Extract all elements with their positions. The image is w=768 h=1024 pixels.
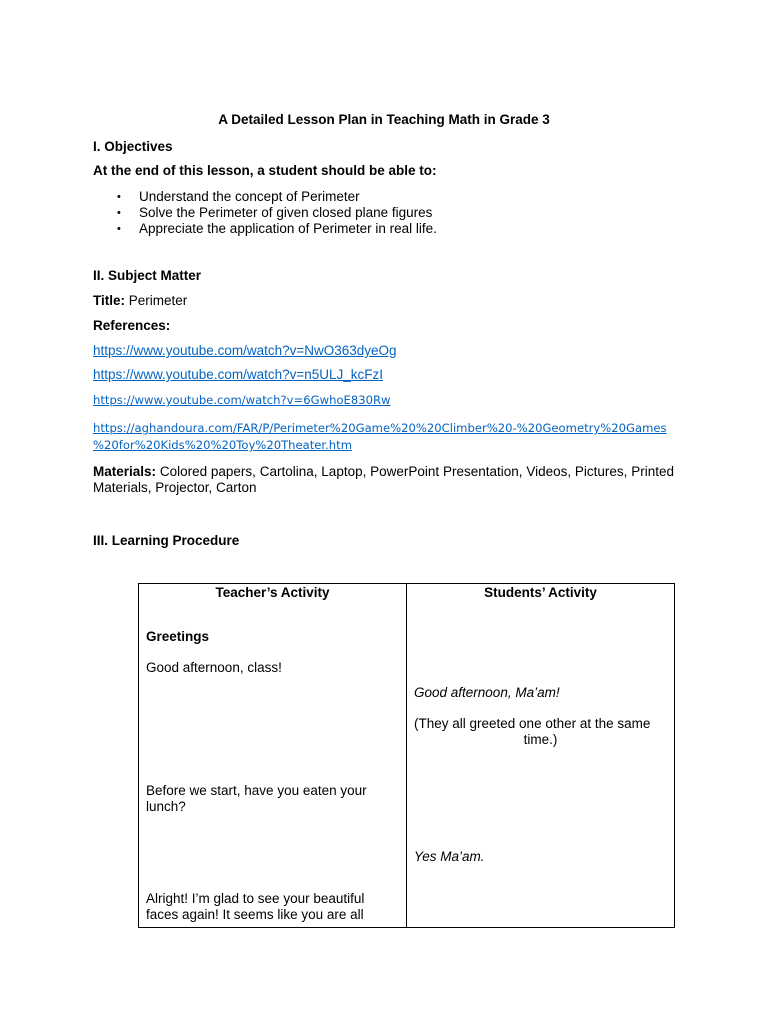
bullet-icon: • [117, 207, 121, 219]
students-activity-cell [407, 584, 675, 928]
bullet-icon: • [117, 191, 121, 203]
objectives-list [93, 189, 437, 237]
list-item [93, 221, 437, 237]
materials-label: Materials: [93, 464, 157, 479]
teacher-activity-cell [139, 584, 407, 928]
title-value: Perimeter [125, 293, 188, 308]
activity-table [138, 583, 675, 928]
list-item [93, 189, 437, 205]
greetings-label: Greetings [146, 629, 210, 644]
objectives-intro: At the end of this lesson, a student should be able to: [93, 163, 437, 178]
teacher-line-1: Good afternoon, class! [146, 660, 282, 675]
teacher-line-2a: Before we start, have you eaten your [146, 783, 367, 798]
references-heading: References: [93, 318, 171, 333]
table-row [139, 584, 675, 928]
teacher-line-3b: faces again! It seems like you are all [146, 907, 364, 922]
title-line [93, 293, 187, 308]
objectives-heading: I. Objectives [93, 139, 173, 154]
list-item [93, 205, 437, 221]
students-line-3: Yes Ma’am. [414, 849, 485, 864]
title-label: Title: [93, 293, 126, 308]
students-activity-header: Students’ Activity [484, 585, 597, 600]
teacher-activity-header: Teacher’s Activity [215, 585, 330, 600]
students-line-1: Good afternoon, Ma’am! [414, 685, 560, 700]
subject-matter-heading: II. Subject Matter [93, 268, 202, 283]
students-line-2a: (They all greeted one other at the same [414, 716, 651, 731]
reference-link-2[interactable]: https://www.youtube.com/watch?v=n5ULJ_kcFzI [93, 367, 384, 382]
bullet-icon: • [117, 223, 121, 235]
materials-value: Colored papers, Cartolina, Laptop, PowerPoint Presentation, Videos, Pictures, Printed Materials, Projector, Carton [93, 464, 674, 495]
document-title: A Detailed Lesson Plan in Teaching Math in Grade 3 [218, 112, 550, 127]
reference-link-4-continued[interactable]: %20for%20Kids%20%20Toy%20Theater.htm [93, 438, 352, 452]
learning-procedure-heading: III. Learning Procedure [93, 533, 240, 548]
teacher-line-2b: lunch? [146, 799, 186, 814]
teacher-line-3a: Alright! I’m glad to see your beautiful [146, 891, 365, 906]
materials-paragraph [93, 464, 674, 496]
objective-text: Appreciate the application of Perimeter in real life. [139, 221, 437, 236]
objective-text: Understand the concept of Perimeter [139, 189, 360, 204]
reference-link-1[interactable]: https://www.youtube.com/watch?v=NwO363dyeOg [93, 343, 397, 358]
reference-link-4[interactable]: https://aghandoura.com/FAR/P/Perimeter%20Game%20%20Climber%20-%20Geometry%20Games [93, 421, 667, 435]
students-line-2b: time.) [523, 732, 558, 747]
objective-text: Solve the Perimeter of given closed plane figures [139, 205, 433, 220]
reference-link-3[interactable]: https://www.youtube.com/watch?v=6GwhoE830Rw [93, 393, 391, 407]
